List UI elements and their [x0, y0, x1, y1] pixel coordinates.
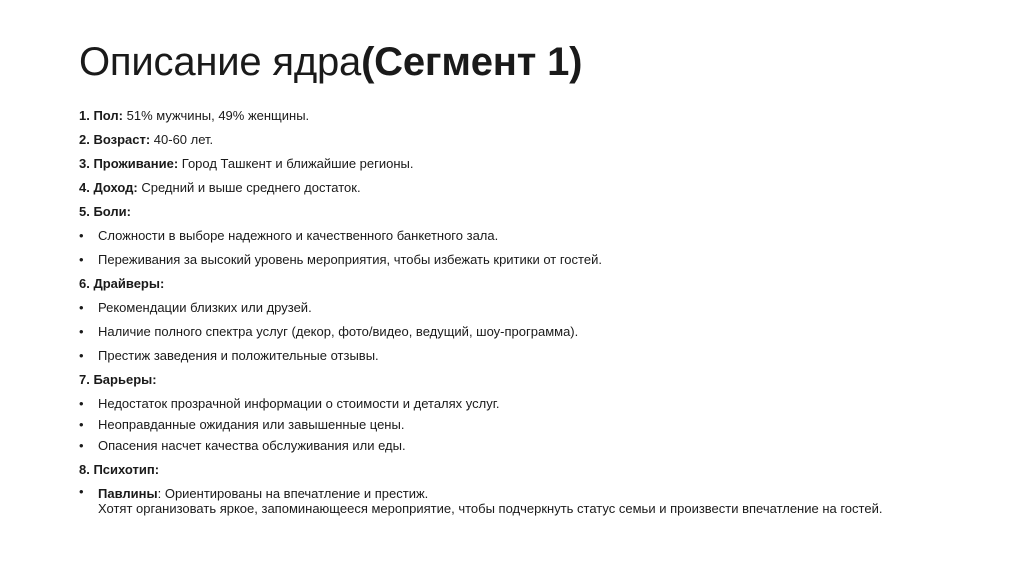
- list-item-text: Переживания за высокий уровень мероприятия, чтобы избежать критики от гостей.: [98, 252, 602, 267]
- list-item: [79, 484, 959, 516]
- bullet-icon: •: [79, 438, 84, 453]
- list-item: [79, 298, 959, 318]
- content-body: [79, 106, 959, 516]
- bullet-icon: •: [79, 348, 84, 363]
- item-label: 2. Возраст:: [79, 132, 151, 147]
- item-label: 4. Доход:: [79, 180, 138, 195]
- list-item-text: Опасения насчет качества обслуживания или еды.: [98, 438, 406, 453]
- page-title: [79, 38, 582, 86]
- item-label: 7. Барьеры:: [79, 372, 157, 387]
- bullet-icon: •: [79, 417, 84, 432]
- list-item: [79, 322, 959, 342]
- item-text: Средний и выше среднего достаток.: [137, 180, 361, 195]
- list-item: [79, 415, 959, 435]
- list-item-text: Сложности в выборе надежного и качественного банкетного зала.: [98, 228, 499, 243]
- title-normal: Описание ядра: [79, 40, 362, 84]
- bullet-icon: •: [79, 324, 84, 339]
- psychotype-name: Павлины: [98, 486, 158, 501]
- list-item-text: : Ориентированы на впечатление и престиж.: [157, 486, 429, 501]
- item-label: 8. Психотип:: [79, 462, 160, 477]
- item-label: 3. Проживание:: [79, 156, 179, 171]
- item-text: 40-60 лет.: [150, 132, 214, 147]
- item-gender: [79, 106, 959, 126]
- list-item-subtext: Хотят организовать яркое, запоминающееся мероприятие, чтобы подчеркнуть статус семьи и произвести впечатление на гостей.: [98, 501, 883, 516]
- bullet-icon: •: [79, 252, 84, 267]
- item-age: [79, 130, 959, 150]
- item-text: Город Ташкент и ближайшие регионы.: [178, 156, 414, 171]
- bullet-icon: •: [79, 396, 84, 411]
- section-psychotype-heading: [79, 460, 959, 480]
- bullet-icon: •: [79, 484, 84, 499]
- item-label: 5. Боли:: [79, 204, 131, 219]
- item-label: 6. Драйверы:: [79, 276, 165, 291]
- list-item-text: Рекомендации близких или друзей.: [98, 300, 312, 315]
- list-item: [79, 226, 959, 246]
- list-item-text: Неоправданные ожидания или завышенные цены.: [98, 417, 405, 432]
- item-text: 51% мужчины, 49% женщины.: [123, 108, 310, 123]
- list-item-text: Престиж заведения и положительные отзывы.: [98, 348, 379, 363]
- bullet-icon: •: [79, 228, 84, 243]
- list-item: [79, 250, 959, 270]
- item-residence: [79, 154, 959, 174]
- title-segment: (Сегмент 1): [361, 40, 583, 84]
- list-item-text: Наличие полного спектра услуг (декор, фото/видео, ведущий, шоу-программа).: [98, 324, 579, 339]
- list-item-text: Недостаток прозрачной информации о стоимости и деталях услуг.: [98, 396, 500, 411]
- list-item: [79, 436, 959, 456]
- item-label: 1. Пол:: [79, 108, 124, 123]
- list-item: [79, 346, 959, 366]
- bullet-icon: •: [79, 300, 84, 315]
- item-income: [79, 178, 959, 198]
- section-drivers-heading: [79, 274, 959, 294]
- section-pains-heading: [79, 202, 959, 222]
- section-barriers-heading: [79, 370, 959, 390]
- list-item: [79, 394, 959, 414]
